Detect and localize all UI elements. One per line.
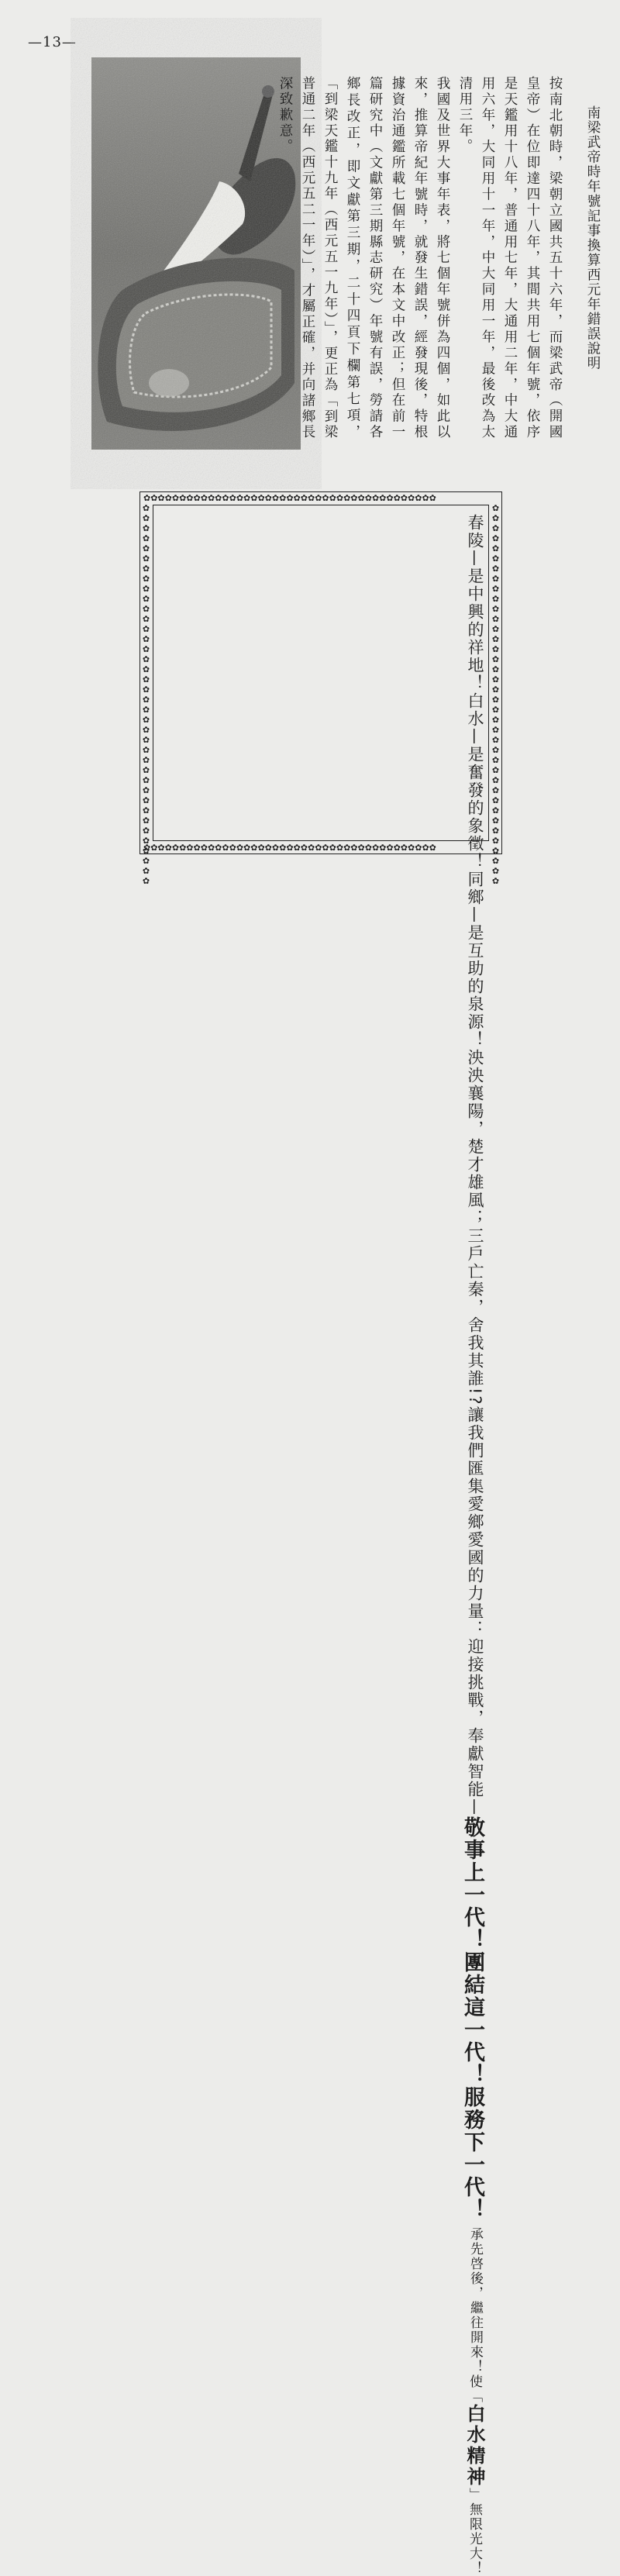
article-title: 南梁武帝時年號記事換算西元年錯誤說明 bbox=[585, 105, 601, 371]
article-paragraph: 我國及世界大事年表，將七個年號併為四個，如此以來，推算帝紀年號時，就發生錯誤，經發現後，特根據資治通鑑所載七個年號，在本文中改正；但在前一篇研究中（文獻第三期縣志研究）年號有誤，勞請各鄉長改正，即文獻第三期，二十四頁下欄第七項，「到梁天鑑十九年（西元五一九年）」，更正為「到梁普通二年（西元五二一年）」，才屬正確，并向諸鄉長深致歉意。 bbox=[277, 76, 450, 440]
star-border-icon: ✿✿✿✿✿✿✿✿✿✿✿✿✿✿✿✿✿✿✿✿✿✿✿✿✿✿✿✿✿✿✿✿✿✿✿✿✿✿ bbox=[141, 503, 151, 886]
poem-line: 承先啓後，繼往開來！ bbox=[467, 2226, 483, 2374]
poem-line: 春陵—是中興的祥地！ bbox=[466, 514, 484, 692]
poem bbox=[458, 514, 486, 2576]
poem-line: 迎接挑戰，奉獻智能— bbox=[466, 1637, 484, 1816]
poem-line: 三戶亡秦，舍我其誰!? bbox=[466, 1227, 484, 1406]
poem-line: 同鄉—是互助的泉源！ bbox=[466, 871, 484, 1049]
poem-closing-emphasis: 白水精神 bbox=[463, 2403, 485, 2488]
poem-line: 白水—是奮發的象徵！ bbox=[466, 692, 484, 871]
poem-closing-suffix: 」無限光大！ bbox=[467, 2487, 482, 2576]
page-number: —13— bbox=[28, 34, 77, 50]
star-border-icon: ✿✿✿✿✿✿✿✿✿✿✿✿✿✿✿✿✿✿✿✿✿✿✿✿✿✿✿✿✿✿✿✿✿✿✿✿✿✿✿✿✿ bbox=[143, 493, 436, 503]
poem-bold-line: 敬事上一代！ bbox=[460, 1816, 484, 1951]
article-body bbox=[274, 76, 566, 440]
poem-line: 讓我們匯集愛鄉愛國的力量： bbox=[466, 1405, 484, 1638]
decorative-frame bbox=[140, 491, 502, 2576]
frame-inner-border bbox=[153, 505, 489, 841]
poem-line: 泱泱襄陽，楚才雄風； bbox=[466, 1049, 484, 1227]
star-border-icon: ✿✿✿✿✿✿✿✿✿✿✿✿✿✿✿✿✿✿✿✿✿✿✿✿✿✿✿✿✿✿✿✿✿✿✿✿✿✿✿✿✿ bbox=[143, 843, 436, 853]
star-border-icon: ✿✿✿✿✿✿✿✿✿✿✿✿✿✿✿✿✿✿✿✿✿✿✿✿✿✿✿✿✿✿✿✿✿✿✿✿✿✿ bbox=[491, 503, 501, 886]
poem-closing-prefix: 使「 bbox=[467, 2374, 482, 2404]
article-paragraph: 按南北朝時，梁朝立國共五十六年，而梁武帝（開國皇帝）在位即達四十八年，其間共用七個年號，依序是天鑑用十八年，普通用七年，大通用二年，中大通用六年，大同用十一年，中大同用一年，最後改為太清用三年。 bbox=[457, 76, 563, 440]
poem-closing-line bbox=[458, 2374, 486, 2576]
brush-and-inkstone-photo bbox=[91, 57, 301, 450]
poem-bold-line: 服務下一代！ bbox=[460, 2085, 484, 2221]
poem-bold-line: 團結這一代！ bbox=[460, 1950, 484, 2086]
